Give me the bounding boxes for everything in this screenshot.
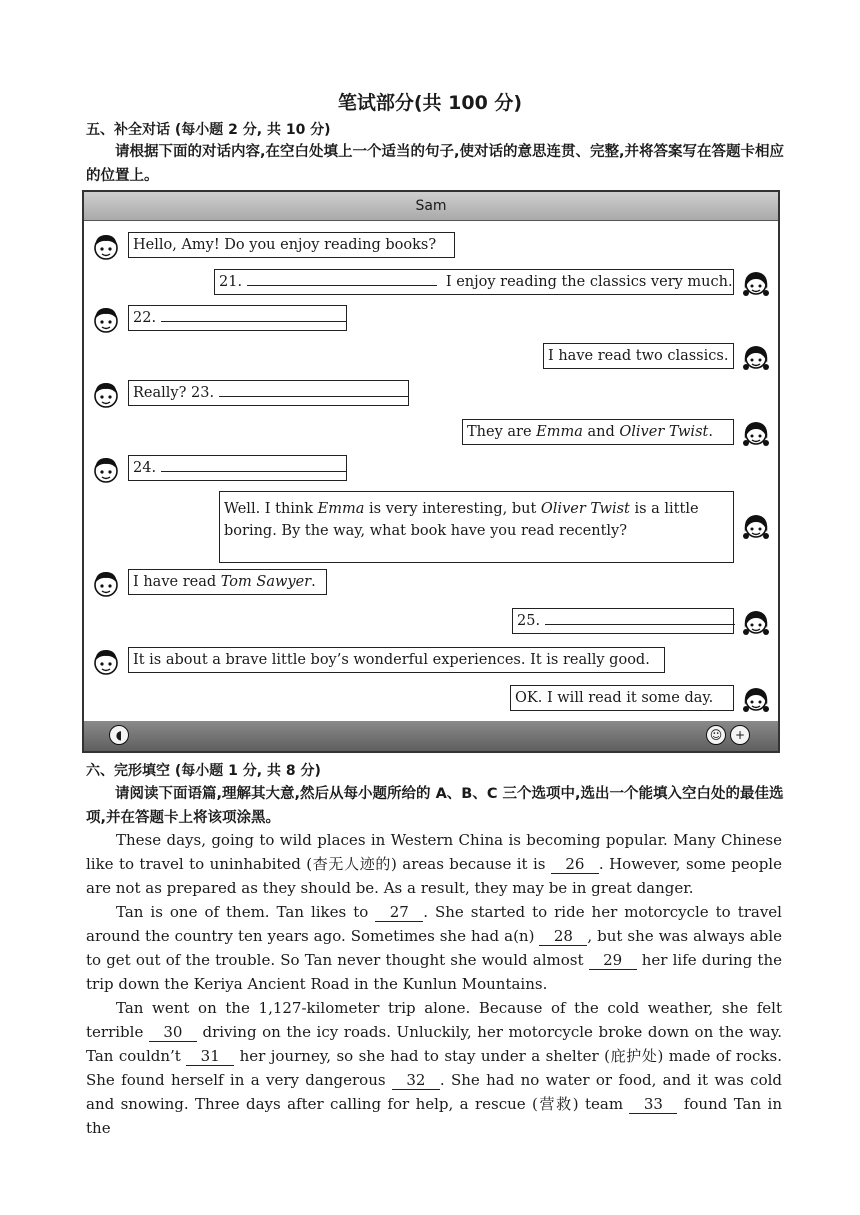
- chat-header: [84, 192, 778, 221]
- chat-message: 21. I enjoy reading the classics very much.: [214, 269, 734, 295]
- chat-message: Really? 23.: [128, 380, 409, 406]
- section6-instruction: 请阅读下面语篇,理解其大意,然后从每小题所给的 A、B、C 三个选项中,选出一个能填入空白处的最佳选项,并在答题卡上将该项涂黑。: [86, 786, 784, 826]
- cloze-gap[interactable]: 27: [375, 903, 423, 922]
- boy-avatar-icon: [92, 647, 120, 677]
- boy-avatar-icon: [92, 569, 120, 599]
- answer-blank[interactable]: [545, 610, 735, 625]
- cloze-passage: [86, 828, 782, 1140]
- girl-avatar-icon: [742, 343, 770, 373]
- voice-icon[interactable]: ◖: [109, 725, 129, 745]
- cloze-gap[interactable]: 31: [186, 1047, 234, 1066]
- chat-message: They are Emma and Oliver Twist.: [462, 419, 734, 445]
- chat-window: [82, 190, 780, 753]
- chat-message: Hello, Amy! Do you enjoy reading books?: [128, 232, 455, 258]
- cloze-gap[interactable]: 28: [539, 927, 587, 946]
- passage-paragraph-2: Tan is one of them. Tan likes to 27 . She started to ride her motorcycle to travel around the country ten years ago. Sometimes she had a(n) 28 , but she was always able to get out of the trouble. So Tan never thought she would almost 29 her life during the trip down the Keriya Ancient Road in the Kunlun Mountains.: [86, 903, 782, 993]
- cloze-gap[interactable]: 33: [629, 1095, 677, 1114]
- chat-message: 24.: [128, 455, 347, 481]
- girl-avatar-icon: [742, 269, 770, 299]
- chat-message: 25.: [512, 608, 734, 634]
- answer-blank[interactable]: [247, 271, 437, 286]
- section5-instruction: 请根据下面的对话内容,在空白处填上一个适当的句子,使对话的意思连贯、完整,并将答案写在答题卡相应的位置上。: [86, 144, 785, 184]
- cloze-gap[interactable]: 30: [149, 1023, 197, 1042]
- girl-avatar-icon: [742, 512, 770, 542]
- section5-heading: 五、补全对话 (每小题 2 分, 共 10 分): [86, 122, 331, 138]
- boy-avatar-icon: [92, 455, 120, 485]
- chat-message: I have read two classics.: [543, 343, 734, 369]
- cloze-gap[interactable]: 26: [551, 855, 599, 874]
- cloze-gap[interactable]: 32: [392, 1071, 440, 1090]
- boy-avatar-icon: [92, 232, 120, 262]
- section6-heading: 六、完形填空 (每小题 1 分, 共 8 分): [86, 763, 321, 779]
- answer-blank[interactable]: [219, 382, 409, 397]
- girl-avatar-icon: [742, 419, 770, 449]
- answer-blank[interactable]: [161, 457, 346, 472]
- chat-message: I have read Tom Sawyer.: [128, 569, 327, 595]
- girl-avatar-icon: [742, 608, 770, 638]
- chat-message: 22.: [128, 305, 347, 331]
- passage-paragraph-1: These days, going to wild places in Western China is becoming popular. Many Chinese like to travel to uninhabited (杳无人迹的) areas because it is 26 . However, some people are not as prepared as they should be. As a result, they may be in great danger.: [86, 831, 782, 897]
- boy-avatar-icon: [92, 305, 120, 335]
- cloze-gap[interactable]: 29: [589, 951, 637, 970]
- girl-avatar-icon: [742, 685, 770, 715]
- chat-message: OK. I will read it some day.: [510, 685, 734, 711]
- chat-window-title: Sam: [415, 198, 447, 214]
- plus-icon[interactable]: +: [730, 725, 750, 745]
- chat-message: It is about a brave little boy’s wonderful experiences. It is really good.: [128, 647, 665, 673]
- emoji-icon[interactable]: ☺: [706, 725, 726, 745]
- chat-message: Well. I think Emma is very interesting, but Oliver Twist is a little boring. By the way, what book have you read recently?: [219, 491, 734, 563]
- answer-blank[interactable]: [161, 307, 346, 322]
- passage-paragraph-3: Tan went on the 1,127-kilometer trip alone. Because of the cold weather, she felt terrible 30 driving on the icy roads. Unluckily, her motorcycle broke down on the way. Tan couldn’t 31 her journey, so she had to stay under a shelter (庇护处) made of rocks. She found herself in a very dangerous 32 . She had no water or food, and it was cold and snowing. Three days after calling for help, a rescue (营救) team 33 found Tan in the: [86, 999, 782, 1137]
- boy-avatar-icon: [92, 380, 120, 410]
- page-title: 笔试部分(共 100 分): [337, 92, 523, 114]
- chat-footer: [84, 721, 778, 751]
